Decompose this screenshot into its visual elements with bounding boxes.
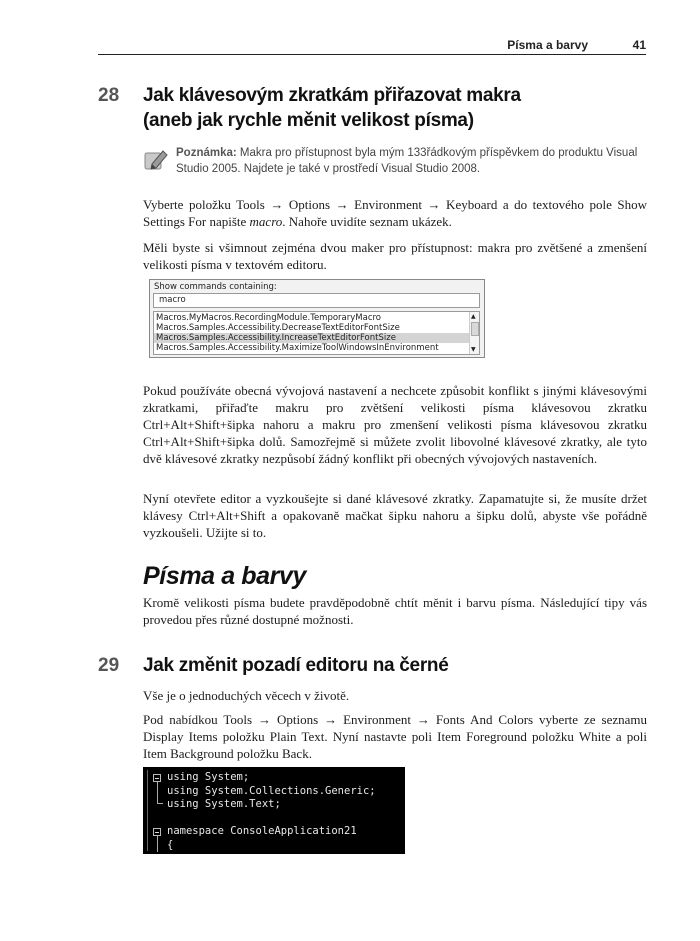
page-number: 41 [632, 38, 646, 52]
paragraph: Pokud používáte obecná vývojová nastavení a nechcete způsobit konflikt s jinými klávesovými zkratkami, přiřaďte makru pro zvětšení velikosti písma klávesovou zkratku Ctrl+Alt+Shift+šipka nahoru a makru pro zmenšení velikosti písma klávesovou zkratku Ctrl+Alt+Shift+šipka dolů. Samozřejmě si můžete zvolit libovolné klávesové zkratky, ale tyto dvě klávesové zkratky nezpůsobí žádný konflikt při obecných vývojových nastaveních. [143, 383, 647, 466]
list-item[interactable]: Macros.Samples.Accessibility.MaximizeToolWindowsInEnvironment [156, 343, 439, 353]
collapse-box-icon[interactable] [153, 774, 161, 782]
code-line: using System; [167, 771, 250, 783]
tip-title: Jak změnit pozadí editoru na černé [143, 655, 449, 676]
list-item-selected[interactable]: Macros.Samples.Accessibility.IncreaseTextEditorFontSize [154, 333, 470, 343]
code-editor-screenshot [143, 767, 405, 854]
tip-title [143, 83, 643, 133]
outline-guide [157, 836, 158, 852]
code-line: namespace ConsoleApplication21 [167, 825, 357, 837]
scrollbar-thumb[interactable] [471, 322, 479, 336]
show-commands-input-value: macro [159, 295, 186, 305]
note-text [176, 145, 646, 177]
scroll-down-arrow-icon[interactable]: ▼ [471, 346, 476, 353]
outline-guide-end [157, 803, 163, 804]
tip-title-line-2: (aneb jak rychle měnit velikost písma) [143, 110, 474, 131]
keyboard-options-screenshot [149, 279, 485, 358]
code-line: using System.Collections.Generic; [167, 784, 376, 797]
note-label: Poznámka: [176, 147, 237, 159]
tip-number: 29 [98, 655, 120, 676]
collapse-box-icon[interactable] [153, 828, 161, 836]
tip-number: 28 [98, 85, 120, 106]
show-commands-input[interactable] [153, 293, 480, 308]
tip-title-line-1: Jak klávesovým zkratkám přiřazovat makra [143, 85, 521, 106]
code-line: { [167, 838, 174, 851]
list-item[interactable]: Macros.Samples.Accessibility.DecreaseTextEditorFontSize [156, 323, 400, 333]
paragraph [143, 196, 647, 230]
emphasis-text: macro [249, 214, 283, 229]
section-intro: Kromě velikosti písma budete pravděpodobně chtít měnit i barvu písma. Následující tipy vás provedou přes různé dostupné možnosti. [143, 595, 647, 627]
scroll-up-arrow-icon[interactable]: ▲ [471, 313, 476, 320]
outline-guide [157, 782, 158, 804]
paragraph-text: Vyberte položku Tools → Options → Environment → Keyboard a do textového pole Show Settings For napište [143, 197, 647, 229]
note-body: Makra pro přístupnost byla mým 133řádkovým příspěvkem do produktu Visual Studio 2005. Najdete je také v prostředí Visual Studio 2008. [176, 147, 638, 175]
paragraph: Měli byste si všimnout zejména dvou maker pro přístupnost: makra pro zvětšené a zmenšení velikosti písma v textovém editoru. [143, 240, 647, 272]
code-line: using System.Text; [167, 798, 281, 810]
editor-margin [147, 770, 148, 851]
paragraph: Pod nabídkou Tools → Options → Environment → Fonts And Colors vyberte ze seznamu Display Items položku Plain Text. Nyní nastavte poli Item Foreground položku White a poli Item Background položku Back. [143, 712, 647, 761]
show-commands-label: Show commands containing: [154, 282, 277, 292]
pencil-note-icon [143, 147, 169, 173]
paragraph: Nyní otevřete editor a vyzkoušejte si dané klávesové zkratky. Zapamatujte si, že musíte držet klávesy Ctrl+Alt+Shift a opakovaně mačkat šipku nahoru a šipku dolů, abyste vše pořádně vyzkoušeli. Užijte si to. [143, 491, 647, 540]
list-scrollbar[interactable] [469, 312, 479, 354]
commands-list[interactable] [153, 311, 480, 355]
running-header-section: Písma a barvy [507, 38, 588, 52]
section-title: Písma a barvy [143, 562, 306, 590]
running-header [98, 38, 646, 55]
paragraph-text: . Nahoře uvidíte seznam ukázek. [282, 214, 452, 229]
list-item[interactable]: Macros.MyMacros.RecordingModule.TemporaryMacro [156, 313, 382, 323]
paragraph: Vše je o jednoduchých věcech v životě. [143, 688, 350, 703]
